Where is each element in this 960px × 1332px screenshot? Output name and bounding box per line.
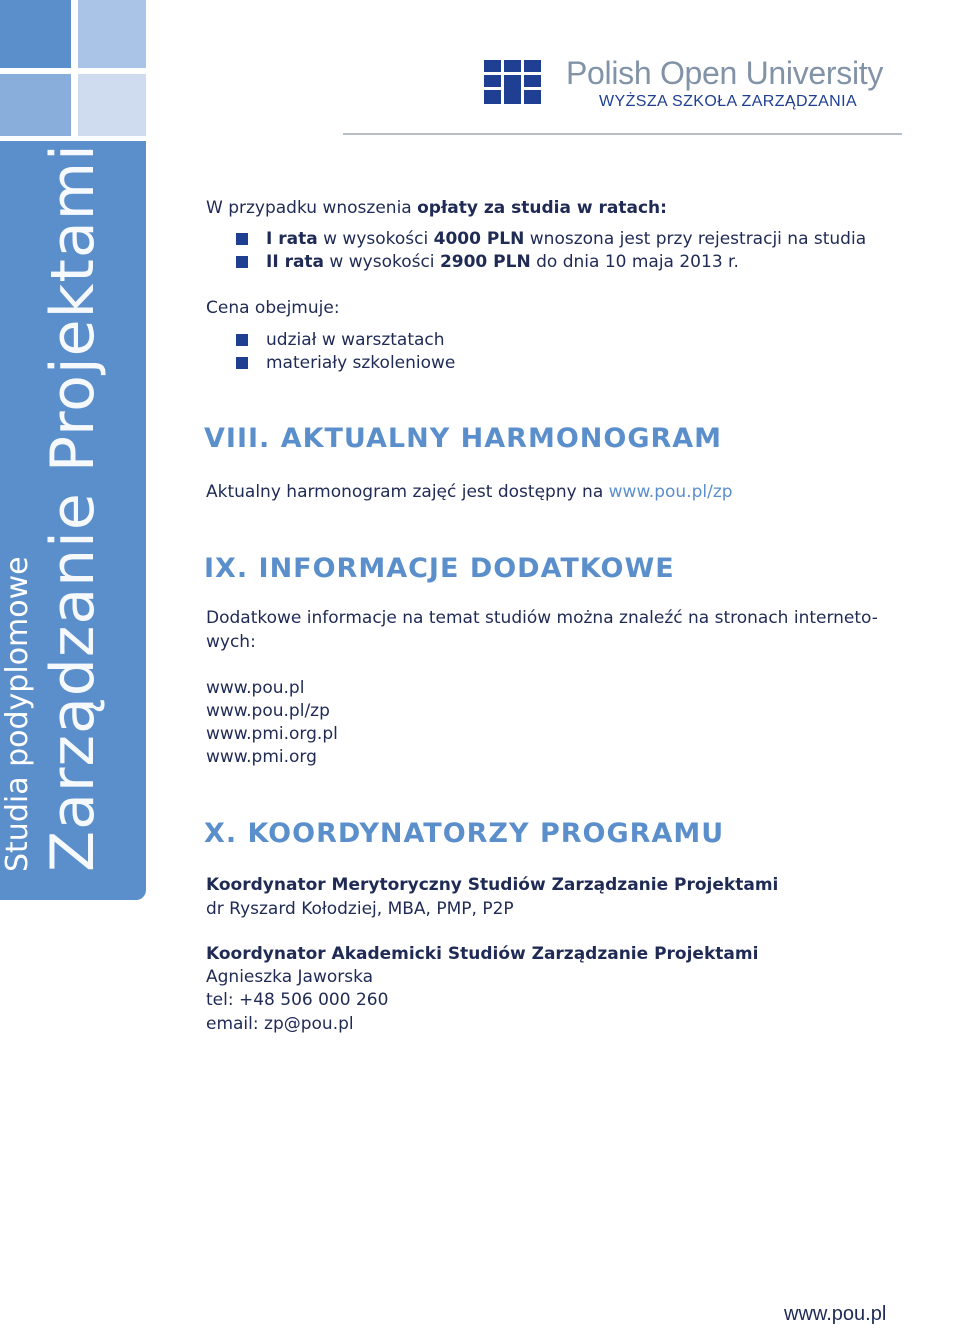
section-heading: VIII. AKTUALNY HARMONOGRAM bbox=[204, 423, 723, 454]
info-link[interactable]: www.pou.pl/zp bbox=[206, 701, 330, 721]
info-text-line: wych: bbox=[206, 632, 256, 652]
section-heading: IX. INFORMACJE DODATKOWE bbox=[204, 553, 675, 584]
decor-square bbox=[78, 0, 146, 68]
info-link[interactable]: www.pmi.org.pl bbox=[206, 724, 338, 744]
sidebar-subtitle: Studia podyplomowe bbox=[0, 556, 35, 872]
info-text-line: Dodatkowe informacje na temat studiów można znaleźć na stronach interneto- bbox=[206, 608, 878, 628]
sidebar-title: Zarządzanie Projektami bbox=[38, 143, 108, 872]
logo-title: Polish Open University bbox=[566, 55, 884, 91]
list-item: II rata w wysokości 2900 PLN do dnia 10 maja 2013 r. bbox=[266, 252, 739, 272]
bullet-icon bbox=[236, 334, 248, 346]
footer-url[interactable]: www.pou.pl bbox=[784, 1303, 887, 1325]
coordinator-email[interactable]: email: zp@pou.pl bbox=[206, 1014, 354, 1034]
price-label: Cena obejmuje: bbox=[206, 298, 340, 318]
coordinator-phone: tel: +48 506 000 260 bbox=[206, 990, 389, 1010]
bullet-icon bbox=[236, 233, 248, 245]
sidebar-banner bbox=[0, 141, 146, 900]
schedule-text: Aktualny harmonogram zajęć jest dostępny na www.pou.pl/zp bbox=[206, 482, 733, 502]
coordinator-title: Koordynator Merytoryczny Studiów Zarządzanie Projektami bbox=[206, 875, 779, 895]
header-divider bbox=[343, 133, 902, 135]
decor-square bbox=[0, 0, 71, 68]
coordinator-name: Agnieszka Jaworska bbox=[206, 967, 374, 987]
info-link[interactable]: www.pmi.org bbox=[206, 747, 317, 767]
payments-intro: W przypadku wnoszenia opłaty za studia w ratach: bbox=[206, 198, 667, 218]
info-link[interactable]: www.pou.pl bbox=[206, 678, 305, 698]
bullet-icon bbox=[236, 357, 248, 369]
list-item: udział w warsztatach bbox=[266, 330, 445, 350]
decor-square bbox=[0, 74, 71, 136]
section-heading: X. KOORDYNATORZY PROGRAMU bbox=[204, 818, 725, 849]
logo-subtitle: WYŻSZA SZKOŁA ZARZĄDZANIA bbox=[599, 93, 858, 110]
logo-icon bbox=[484, 60, 541, 104]
coordinator-name: dr Ryszard Kołodziej, MBA, PMP, P2P bbox=[206, 899, 514, 919]
list-item: I rata w wysokości 4000 PLN wnoszona jest przy rejestracji na studia bbox=[266, 229, 867, 249]
list-item: materiały szkoleniowe bbox=[266, 353, 456, 373]
decor-square bbox=[78, 74, 146, 136]
coordinator-title: Koordynator Akademicki Studiów Zarządzanie Projektami bbox=[206, 944, 759, 964]
bullet-icon bbox=[236, 256, 248, 268]
schedule-link[interactable]: www.pou.pl/zp bbox=[608, 482, 733, 502]
